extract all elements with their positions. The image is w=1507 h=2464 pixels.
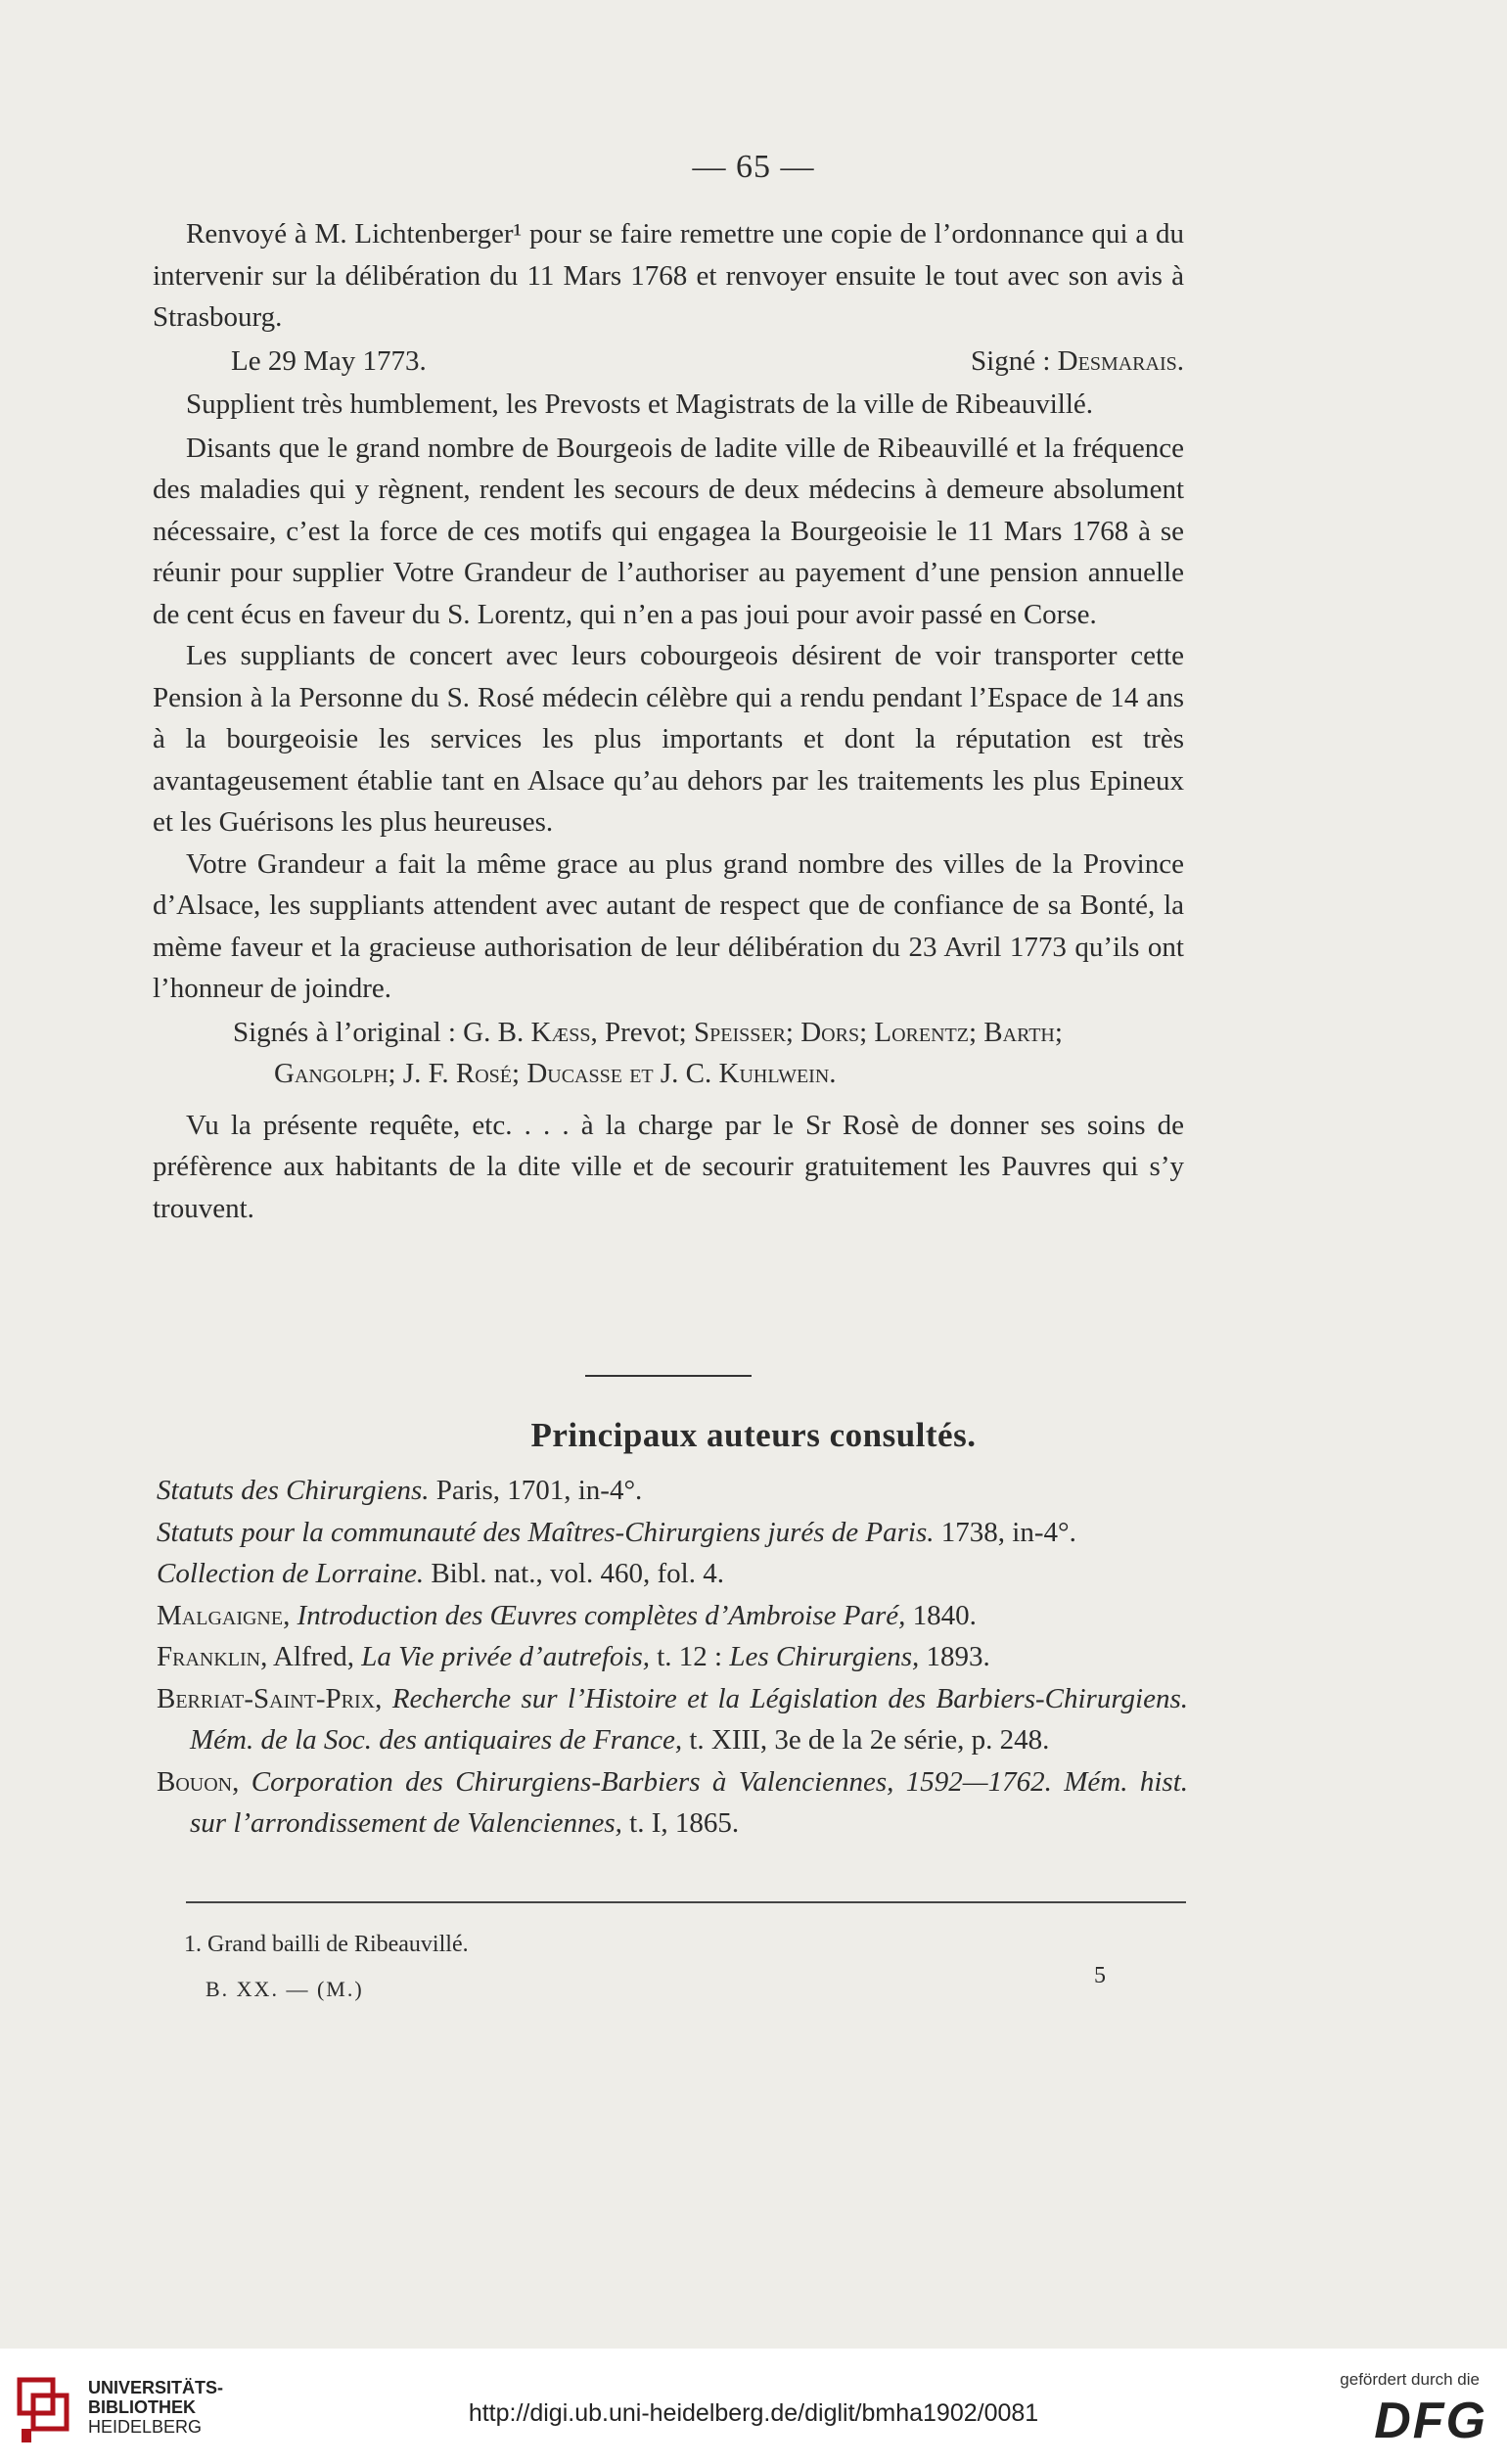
references-list: [157, 1470, 1188, 1845]
signed-name: Desmarais.: [1057, 344, 1184, 377]
footnote-rule: [186, 1901, 1186, 1903]
body-text: [153, 213, 1184, 1229]
reference-1: Statuts des Chirurgiens. Paris, 1701, in-4°.: [157, 1475, 643, 1506]
paragraph-1: Renvoyé à M. Lichtenberger¹ pour se faire remettre une copie de l’ordonnance qui a du intervenir sur la délibération du 11 Mars 1768 et renvoyer ensuite le tout avec son avis à Strasbourg.: [153, 218, 1184, 333]
paragraph-6: Vu la présente requête, etc. . . . à la charge par le Sr Rosè de donner ses soins de préfèrence aux habitants de la dite ville et de secourir gratuitement les Pauvres qui s’y trouvent.: [153, 1109, 1184, 1224]
reference-6: Berriat-Saint-Prix, Recherche sur l’Histoire et la Législation des Barbiers-Chirurgiens. Mém. de la Soc. des antiquaires de France, t. XIII, 3e de la 2e série, p. 248.: [157, 1682, 1189, 1756]
signature-mark: B. XX. — (M.): [206, 1977, 364, 2001]
institution-line-3: HEIDELBERG: [88, 2417, 203, 2437]
reference-5: Franklin, Alfred, La Vie privée d’autrefois, t. 12 : Les Chirurgiens, 1893.: [157, 1641, 990, 1672]
signed: Signé : Desmarais.: [971, 344, 1184, 377]
institution-line-1: UNIVERSITÄTS-: [88, 2378, 224, 2397]
paragraph-4: Les suppliants de concert avec leurs cobourgeois désirent de voir transporter cette Pension à la Personne du S. Rosé médecin célèbre qui a rendu pendant l’Espace de 14 ans à la bourgeoisie les services les plus importants et dont la réputation est très avantageusement établie tant en Alsace qu’au dehors par les traitements les plus Epineux et les Guérisons les plus heureuses.: [153, 640, 1184, 838]
paragraph-2: Supplient très humblement, les Prevosts et Magistrats de la ville de Ribeauvillé.: [186, 388, 1094, 420]
reference-3: Collection de Lorraine. Bibl. nat., vol. 460, fol. 4.: [157, 1558, 724, 1589]
footnote: 1. Grand bailli de Ribeauvillé.: [184, 1932, 469, 1957]
reference-2: Statuts pour la communauté des Maîtres-Chirurgiens jurés de Paris. 1738, in-4°.: [157, 1516, 1076, 1548]
signatures-line-2: Gangolph; J. F. Rosé; Ducasse et J. C. Kuhlwein.: [274, 1058, 837, 1089]
section-heading: Principaux auteurs consultés.: [530, 1416, 977, 1454]
page-number: — 65 —: [692, 149, 815, 185]
date-signature-line: [153, 341, 1184, 383]
institution-line-2: BIBLIOTHEK: [88, 2397, 196, 2417]
reference-7: Bouon, Corporation des Chirurgiens-Barbiers à Valenciennes, 1592—1762. Mém. hist. sur l’arrondissement de Valenciennes, t. I, 1865.: [157, 1765, 1188, 1839]
reference-4: Malgaigne, Introduction des Œuvres complètes d’Ambroise Paré, 1840.: [157, 1599, 977, 1631]
viewer-footer-bar: [0, 2349, 1507, 2464]
paragraph-3: Disants que le grand nombre de Bourgeois de ladite ville de Ribeauvillé et la fréquence des maladies qui y règnent, rendent les secours de deux médecins à demeure absolument nécessaire, c’est la force de ces motifs qui engagea la Bourgeoisie le 11 Mars 1768 à se réunir pour supplier Votre Grandeur de l’authoriser au payement d’une pension annuelle de cent écus en faveur du S. Lorentz, qui n’en a pas joui pour avoir passé en Corse.: [153, 432, 1184, 630]
permalink[interactable]: http://digi.ub.uni-heidelberg.de/diglit/bmha1902/0081: [468, 2399, 1039, 2427]
section-divider: [585, 1375, 752, 1377]
date: Le 29 May 1773.: [231, 344, 427, 377]
funder-text: gefördert durch die: [1340, 2370, 1480, 2389]
paragraph-5: Votre Grandeur a fait la même grace au plus grand nombre des villes de la Province d’Alsace, les suppliants attendent avec autant de respect que de confiance de sa Bonté, la mème faveur et la gracieuse authorisation de leur délibération du 23 Avril 1773 qu’ils ont l’honneur de joindre.: [153, 847, 1184, 1004]
dfg-logo: DFG: [1374, 2393, 1487, 2449]
signature-number: 5: [1094, 1963, 1106, 1988]
signatures-line-1: Signés à l’original : G. B. Kæss, Prevot; Speisser; Dors; Lorentz; Barth;: [233, 1016, 1063, 1048]
